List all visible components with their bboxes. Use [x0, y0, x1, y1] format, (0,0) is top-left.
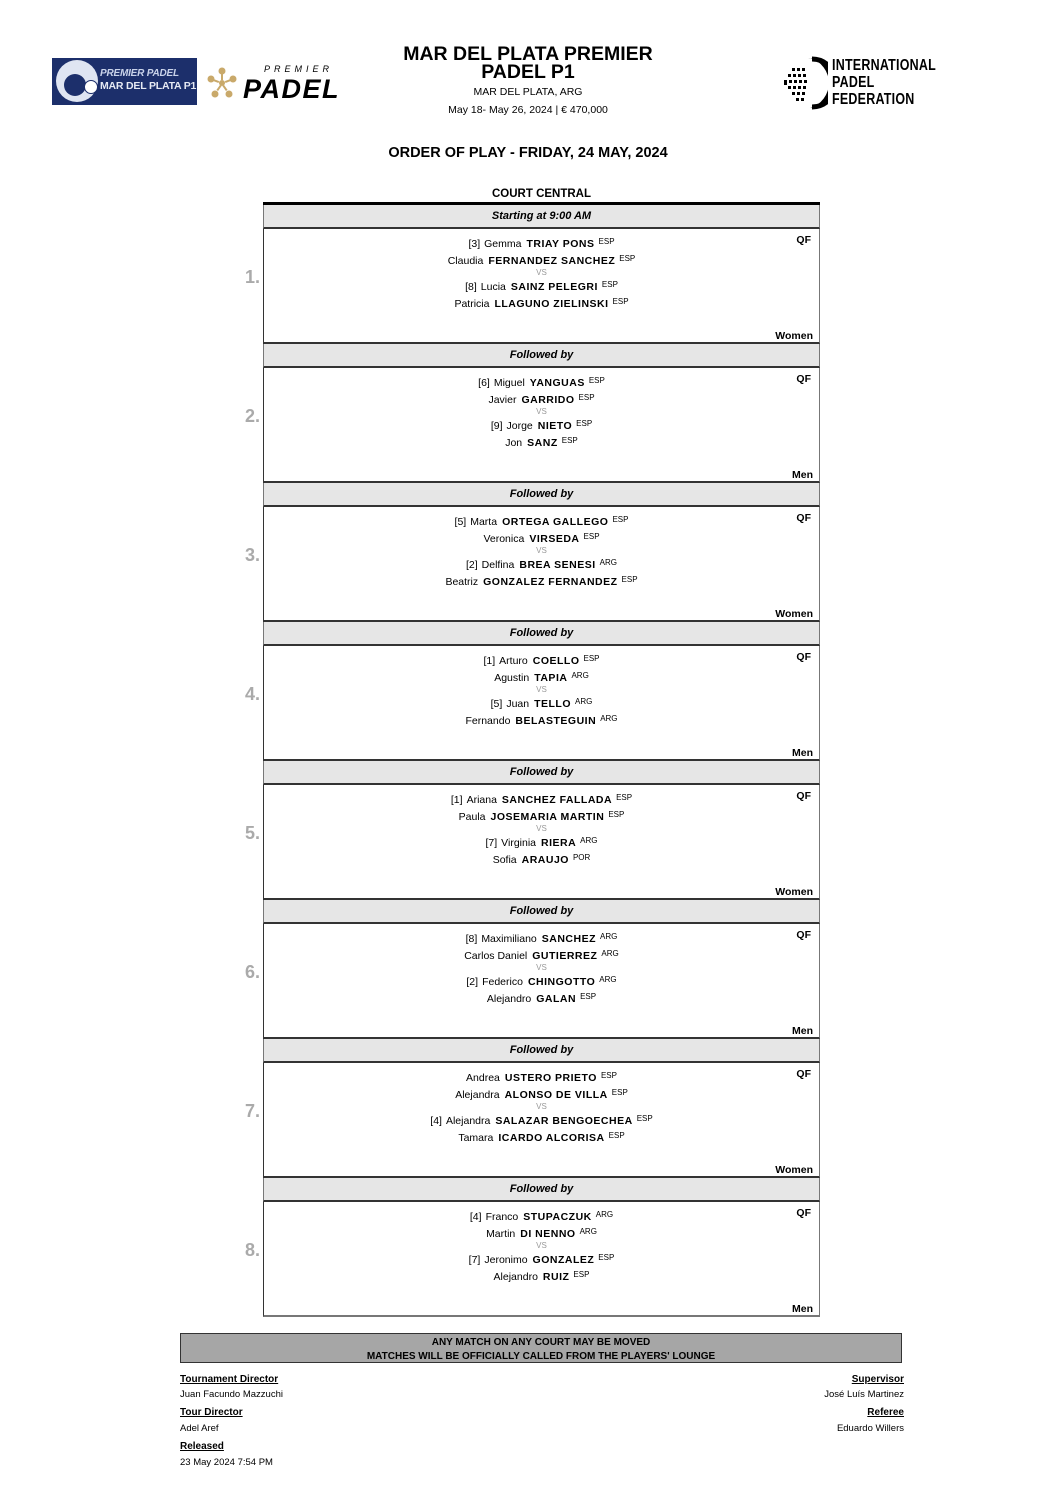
player-line	[264, 1085, 819, 1102]
match-players	[264, 1207, 819, 1284]
title-line1: MAR DEL PLATA PREMIER	[403, 43, 653, 65]
match-number: 3.	[244, 545, 260, 565]
player-line	[264, 1250, 819, 1267]
player-first-name: Gemma	[484, 238, 522, 250]
player-nationality: ARG	[575, 697, 593, 706]
player-nationality: ESP	[598, 237, 615, 246]
tour-director-name: Adel Aref	[180, 1423, 219, 1434]
match-number: 1.	[244, 267, 260, 287]
match-time-band: Followed by	[263, 900, 820, 924]
order-of-play-table	[244, 202, 820, 1317]
supervisor-name: José Luís Martinez	[824, 1389, 904, 1400]
player-last-name: BREA SENESI	[519, 559, 596, 571]
match-time-band: Starting at 9:00 AM	[263, 205, 820, 229]
player-line	[264, 972, 819, 989]
match-category: Men	[792, 1025, 813, 1037]
player-line	[264, 277, 819, 294]
player-seed: [1]	[483, 655, 496, 667]
match-time-band: Followed by	[263, 622, 820, 646]
player-seed: [7]	[468, 1254, 481, 1266]
player-nationality: ESP	[580, 992, 597, 1001]
order-of-play-heading: ORDER OF PLAY - FRIDAY, 24 MAY, 2024	[388, 145, 668, 161]
player-first-name: Alejandro	[486, 993, 532, 1005]
tournament-dates-prize: May 18- May 26, 2024 | € 470,000	[448, 104, 608, 116]
match-row	[244, 1202, 820, 1317]
match-row	[244, 229, 820, 344]
match-category: Women	[775, 1164, 813, 1176]
player-first-name: Fernando	[465, 715, 511, 727]
player-last-name: GALAN	[536, 993, 577, 1005]
player-first-name: Alejandro	[493, 1271, 538, 1283]
player-line	[264, 711, 819, 728]
player-first-name: Martin	[486, 1228, 516, 1240]
player-seed: [2]	[466, 976, 479, 988]
player-first-name: Alejandra	[455, 1089, 500, 1101]
player-first-name: Javier	[488, 394, 517, 406]
player-seed: [5]	[454, 516, 467, 528]
player-line	[264, 694, 819, 711]
player-last-name: TAPIA	[534, 672, 568, 684]
ipf-racket-globe-icon	[782, 56, 828, 110]
player-seed: [9]	[490, 420, 503, 432]
referee-name: Eduardo Willers	[836, 1423, 904, 1434]
logo-left-line2: MAR DEL PLATA P1	[100, 80, 197, 92]
player-last-name: SANZ	[527, 437, 558, 449]
versus-label: VS	[536, 268, 547, 277]
match-players	[264, 790, 819, 867]
supervisor-label: Supervisor	[851, 1374, 904, 1385]
premier-padel-logo	[203, 62, 353, 104]
player-line	[264, 373, 819, 390]
player-line	[264, 989, 819, 1006]
match-category: Women	[775, 886, 813, 898]
released-label: Released	[180, 1441, 224, 1452]
referee-label: Referee	[867, 1407, 904, 1418]
match-round: QF	[796, 512, 811, 524]
player-last-name: RUIZ	[542, 1271, 570, 1283]
player-seed: [2]	[465, 559, 478, 571]
title-line2: PADEL P1	[481, 61, 575, 83]
player-last-name: SAINZ PELEGRI	[510, 281, 598, 293]
player-last-name: TELLO	[534, 698, 572, 710]
match-row	[244, 785, 820, 900]
match-time-band: Followed by	[263, 1039, 820, 1063]
match-number: 7.	[244, 1101, 260, 1121]
match-round: QF	[796, 651, 811, 663]
player-line	[264, 1068, 819, 1085]
player-line	[264, 251, 819, 268]
player-line	[264, 390, 819, 407]
player-line	[264, 294, 819, 311]
match-category: Men	[792, 1303, 813, 1315]
tournament-director-label: Tournament Director	[180, 1374, 279, 1385]
player-nationality: ESP	[611, 1088, 628, 1097]
versus-label: VS	[536, 963, 547, 972]
match-round: QF	[796, 373, 811, 385]
player-last-name: LLAGUNO ZIELINSKI	[494, 298, 609, 310]
player-nationality: ESP	[561, 436, 578, 445]
player-first-name: Paula	[458, 811, 486, 823]
player-first-name: Miguel	[493, 377, 525, 389]
player-nationality: ESP	[619, 254, 636, 263]
ipf-line3: FEDERATION	[832, 91, 915, 108]
ipf-line2: PADEL	[832, 74, 875, 91]
match-number: 2.	[244, 406, 260, 426]
player-first-name: Claudia	[447, 255, 484, 267]
player-nationality: ARG	[601, 949, 619, 958]
player-nationality: ESP	[588, 376, 605, 385]
player-nationality: ESP	[608, 810, 625, 819]
match-players	[264, 234, 819, 311]
versus-label: VS	[536, 1102, 547, 1111]
player-last-name: ICARDO ALCORISA	[498, 1132, 605, 1144]
match-category: Men	[792, 469, 813, 481]
player-nationality: ESP	[612, 297, 629, 306]
player-line	[264, 850, 819, 867]
player-last-name: GARRIDO	[521, 394, 575, 406]
player-line	[264, 790, 819, 807]
player-line	[264, 234, 819, 251]
player-first-name: Patricia	[454, 298, 490, 310]
player-first-name: Carlos Daniel	[464, 950, 528, 962]
player-first-name: Tamara	[458, 1132, 494, 1144]
match-row	[244, 924, 820, 1039]
player-last-name: YANGUAS	[529, 377, 585, 389]
player-line	[264, 1267, 819, 1284]
player-last-name: GONZALEZ	[532, 1254, 595, 1266]
player-last-name: COELLO	[532, 655, 580, 667]
player-first-name: Juan	[506, 698, 530, 710]
player-nationality: ESP	[616, 793, 633, 802]
player-line	[264, 416, 819, 433]
player-first-name: Beatriz	[445, 576, 479, 588]
player-first-name: Veronica	[483, 533, 525, 545]
match-number: 8.	[244, 1240, 260, 1260]
player-seed: [8]	[465, 281, 477, 293]
player-line	[264, 1111, 819, 1128]
player-last-name: CHINGOTTO	[527, 976, 596, 988]
player-first-name: Agustin	[494, 672, 530, 684]
match-round: QF	[796, 929, 811, 941]
player-last-name: VIRSEDA	[529, 533, 580, 545]
match-category: Men	[792, 747, 813, 759]
tournament-title	[380, 45, 676, 81]
match-time-band: Followed by	[263, 1178, 820, 1202]
player-first-name: Alejandra	[445, 1115, 491, 1127]
player-nationality: ARG	[580, 836, 598, 845]
ipf-line1: INTERNATIONAL	[832, 57, 937, 74]
match-number: 4.	[244, 684, 260, 704]
player-line	[264, 946, 819, 963]
player-first-name: Jeronimo	[484, 1254, 528, 1266]
versus-label: VS	[536, 546, 547, 555]
player-first-name: Ariana	[466, 794, 497, 806]
player-last-name: JOSEMARIA MARTIN	[490, 811, 605, 823]
player-nationality: ESP	[598, 1253, 615, 1262]
match-players	[264, 651, 819, 728]
player-line	[264, 433, 819, 450]
match-row	[244, 646, 820, 761]
mar-del-plata-p1-logo	[52, 58, 197, 105]
player-first-name: Maximiliano	[481, 933, 537, 945]
match-players	[264, 1068, 819, 1145]
player-line	[264, 1207, 819, 1224]
match-players	[264, 373, 819, 450]
player-seed: [6]	[478, 377, 490, 389]
player-seed: [4]	[430, 1115, 442, 1127]
court-name: COURT CENTRAL	[491, 188, 592, 200]
match-time-band: Followed by	[263, 761, 820, 785]
player-line	[264, 555, 819, 572]
released-value: 23 May 2024 7:54 PM	[180, 1457, 273, 1468]
match-row	[244, 507, 820, 622]
player-last-name: BELASTEGUIN	[515, 715, 597, 727]
player-last-name: SANCHEZ	[541, 933, 597, 945]
player-nationality: ESP	[621, 575, 638, 584]
player-last-name: GONZALEZ FERNANDEZ	[483, 576, 618, 588]
player-last-name: NIETO	[537, 420, 573, 432]
player-seed: [4]	[469, 1211, 482, 1223]
player-first-name: Arturo	[499, 655, 528, 667]
match-round: QF	[796, 1068, 811, 1080]
player-line	[264, 572, 819, 589]
player-seed: [5]	[490, 698, 503, 710]
match-round: QF	[796, 790, 811, 802]
player-nationality: ESP	[612, 515, 629, 524]
player-last-name: USTERO PRIETO	[504, 1072, 597, 1084]
match-category: Women	[775, 330, 813, 342]
player-last-name: FERNANDEZ SANCHEZ	[488, 255, 616, 267]
player-nationality: ARG	[571, 671, 589, 680]
player-seed: [7]	[485, 837, 498, 849]
player-nationality: ESP	[608, 1131, 625, 1140]
player-first-name: Sofia	[492, 854, 517, 866]
player-line	[264, 668, 819, 685]
player-last-name: TRIAY PONS	[526, 238, 595, 250]
player-line	[264, 833, 819, 850]
player-line	[264, 651, 819, 668]
player-nationality: ESP	[600, 1071, 617, 1080]
player-nationality: ESP	[573, 1270, 590, 1279]
match-row	[244, 368, 820, 483]
ipf-logo-text	[832, 57, 936, 108]
notice-line1: ANY MATCH ON ANY COURT MAY BE MOVED	[431, 1337, 651, 1348]
premier-padel-flower-icon	[205, 66, 239, 100]
player-nationality: ARG	[599, 558, 617, 567]
player-nationality: ESP	[578, 393, 595, 402]
player-last-name: DI NENNO	[520, 1228, 576, 1240]
tour-director-label: Tour Director	[180, 1407, 243, 1418]
match-round: QF	[796, 234, 811, 246]
player-nationality: POR	[572, 853, 591, 862]
logo-left-line1: PREMIER PADEL	[100, 68, 179, 79]
international-padel-federation-logo	[782, 54, 937, 110]
player-line	[264, 1128, 819, 1145]
player-first-name: Franco	[485, 1211, 519, 1223]
player-last-name: ORTEGA GALLEGO	[502, 516, 609, 528]
player-last-name: ALONSO DE VILLA	[504, 1089, 608, 1101]
player-last-name: SALAZAR BENGOECHEA	[495, 1115, 633, 1127]
player-last-name: RIERA	[541, 837, 577, 849]
player-nationality: ESP	[601, 280, 618, 289]
player-nationality: ESP	[636, 1114, 653, 1123]
notice-line2: MATCHES WILL BE OFFICIALLY CALLED FROM THE PLAYERS' LOUNGE	[366, 1351, 716, 1362]
match-time-band: Followed by	[263, 483, 820, 507]
player-last-name: SANCHEZ FALLADA	[501, 794, 613, 806]
player-line	[264, 807, 819, 824]
versus-label: VS	[536, 1241, 547, 1250]
player-line	[264, 529, 819, 546]
player-nationality: ARG	[599, 975, 617, 984]
match-number: 6.	[244, 962, 260, 982]
player-line	[264, 1224, 819, 1241]
notice-banner	[180, 1333, 902, 1363]
player-nationality: ESP	[583, 654, 600, 663]
player-last-name: GUTIERREZ	[532, 950, 598, 962]
player-nationality: ARG	[600, 714, 618, 723]
player-nationality: ESP	[583, 532, 600, 541]
player-first-name: Lucia	[480, 281, 506, 293]
tournament-location: MAR DEL PLATA, ARG	[473, 86, 583, 98]
player-line	[264, 512, 819, 529]
match-category: Women	[775, 608, 813, 620]
player-seed: [1]	[450, 794, 463, 806]
match-time-band: Followed by	[263, 344, 820, 368]
match-number: 5.	[244, 823, 260, 843]
match-round: QF	[796, 1207, 811, 1219]
logo-mid-small: PREMIER	[264, 64, 334, 74]
player-first-name: Jon	[505, 437, 523, 449]
player-first-name: Delfina	[481, 559, 515, 571]
versus-label: VS	[536, 685, 547, 694]
player-last-name: ARAUJO	[521, 854, 569, 866]
player-last-name: STUPACZUK	[523, 1211, 592, 1223]
match-row	[244, 1063, 820, 1178]
match-players	[264, 929, 819, 1006]
player-nationality: ARG	[595, 1210, 614, 1219]
player-nationality: ESP	[576, 419, 593, 428]
player-first-name: Federico	[482, 976, 523, 988]
player-first-name: Jorge	[506, 420, 533, 432]
player-first-name: Andrea	[466, 1072, 500, 1084]
logo-mid-big: PADEL	[243, 74, 341, 104]
player-nationality: ARG	[600, 932, 618, 941]
player-line	[264, 929, 819, 946]
match-players	[264, 512, 819, 589]
player-seed: [3]	[468, 238, 481, 250]
player-first-name: Marta	[470, 516, 498, 528]
versus-label: VS	[536, 407, 547, 416]
player-first-name: Virginia	[501, 837, 536, 849]
player-nationality: ARG	[579, 1227, 597, 1236]
player-seed: [8]	[465, 933, 478, 945]
versus-label: VS	[536, 824, 547, 833]
ball-icon	[84, 80, 98, 94]
tournament-director-name: Juan Facundo Mazzuchi	[180, 1389, 283, 1400]
